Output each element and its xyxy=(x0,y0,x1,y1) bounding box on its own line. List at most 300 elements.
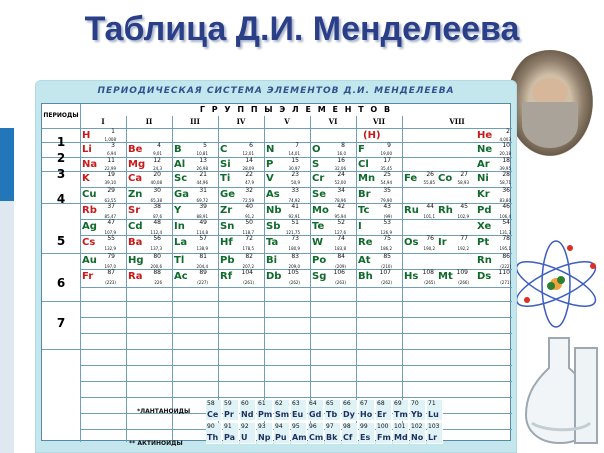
atomic-mass: 65,38 xyxy=(150,198,162,203)
element-rh[interactable] xyxy=(436,203,470,219)
atomic-mass: 190,2 xyxy=(423,246,435,251)
atomic-mass: 92,91 xyxy=(288,214,300,219)
element-cr[interactable] xyxy=(310,171,347,185)
element-symbol: Mt xyxy=(438,271,453,282)
lanthanoid-number: 69 xyxy=(394,400,402,407)
lanthanoid-symbol: Ce xyxy=(207,410,219,419)
actinoids-element[interactable] xyxy=(206,423,222,444)
element-xe[interactable] xyxy=(475,219,512,235)
atomic-mass: (210) xyxy=(381,264,392,269)
element-rf[interactable] xyxy=(218,269,255,285)
atomic-number: 14 xyxy=(245,157,253,164)
element-rb[interactable] xyxy=(80,203,117,219)
periods-header: ПЕРИОДЫ xyxy=(43,112,79,119)
element-symbol: At xyxy=(358,255,371,266)
lanthanoid-symbol: Gd xyxy=(309,410,322,419)
atomic-mass: (271) xyxy=(500,280,511,285)
element-ir[interactable] xyxy=(436,235,470,251)
element-la[interactable] xyxy=(172,235,209,251)
atomic-number: 29 xyxy=(107,187,115,194)
actinoids-label: ** АКТИНОИДЫ xyxy=(129,440,183,447)
element-ne[interactable] xyxy=(475,142,512,156)
atomic-mass: 114,8 xyxy=(196,230,208,235)
element-al[interactable] xyxy=(172,157,209,171)
atomic-number: 4 xyxy=(157,142,161,149)
element-pb[interactable] xyxy=(218,253,255,269)
lanthanoid-number: 102 xyxy=(411,423,423,430)
element-symbol: Pd xyxy=(477,205,492,216)
element-fe[interactable] xyxy=(402,171,436,185)
atomic-mass: (263) xyxy=(335,280,346,285)
lanthanoid-number: 66 xyxy=(343,400,351,407)
element-symbol: Ne xyxy=(477,144,493,155)
lanthanoid-symbol: Np xyxy=(258,433,271,442)
element-symbol: Li xyxy=(82,144,92,155)
lanthanoid-number: 65 xyxy=(326,400,334,407)
atomic-number: 27 xyxy=(460,171,468,178)
left-light-band xyxy=(0,201,14,453)
element-symbol: Rn xyxy=(477,255,492,266)
actinoids-element[interactable] xyxy=(325,423,341,444)
element-pt[interactable] xyxy=(475,235,512,251)
actinoids-element[interactable] xyxy=(342,423,358,444)
element-symbol: Mg xyxy=(128,159,146,170)
lanthanoid-symbol: Ho xyxy=(360,410,373,419)
period-6: 6 xyxy=(56,276,66,290)
atomic-mass: (209) xyxy=(335,264,346,269)
atomic-mass: (222) xyxy=(500,264,511,269)
element-symbol: Zn xyxy=(128,189,143,200)
element-nb[interactable] xyxy=(264,203,301,219)
element-symbol: Co xyxy=(438,173,453,184)
lanthanoid-number: 70 xyxy=(411,400,419,407)
element-sr[interactable] xyxy=(126,203,163,219)
element-symbol: Rf xyxy=(220,271,233,282)
atomic-mass: 22,99 xyxy=(104,166,116,171)
atomic-mass: 183,8 xyxy=(334,246,346,251)
row-divider-15 xyxy=(80,365,512,366)
atomic-mass: 138,9 xyxy=(196,246,208,251)
atomic-mass: 137,3 xyxy=(150,246,162,251)
atomic-number: 106 xyxy=(333,269,345,276)
atomic-number: 40 xyxy=(245,203,253,210)
actinoids-element[interactable] xyxy=(376,423,392,444)
element-symbol: C xyxy=(220,144,228,155)
element-ag[interactable] xyxy=(80,219,117,235)
element-cu[interactable] xyxy=(80,187,117,203)
atomic-number: 47 xyxy=(107,219,115,226)
element-fr[interactable] xyxy=(80,269,117,285)
element-symbol: H xyxy=(82,130,91,141)
element-mg[interactable] xyxy=(126,157,163,171)
atomic-number: 73 xyxy=(291,235,299,242)
group-5: V xyxy=(284,117,290,126)
atomic-mass: (261) xyxy=(243,280,254,285)
lanthanoids-element[interactable] xyxy=(223,400,239,421)
actinoids-element[interactable] xyxy=(308,423,324,444)
element-symbol: Tl xyxy=(174,255,185,266)
atomic-mass: 1,008 xyxy=(104,137,116,142)
element-na[interactable] xyxy=(80,157,117,171)
actinoids-element[interactable] xyxy=(427,423,443,444)
atomic-number: 10 xyxy=(502,142,510,149)
element-y[interactable] xyxy=(172,203,209,219)
element-symbol: Cd xyxy=(128,221,143,232)
group-7: VII xyxy=(373,117,385,126)
atomic-mass: 85,47 xyxy=(104,214,116,219)
element-symbol: Re xyxy=(358,237,373,248)
element-pd[interactable] xyxy=(475,203,512,219)
lanthanoid-symbol: Am xyxy=(292,433,307,442)
element-hs[interactable] xyxy=(402,269,436,285)
atomic-mass: 39,95 xyxy=(499,166,511,171)
atomic-number: 78 xyxy=(502,235,510,242)
element-ar[interactable] xyxy=(475,157,512,171)
atomic-number: 110 xyxy=(498,269,510,276)
lanthanoid-symbol: Cm xyxy=(309,433,324,442)
element-symbol: Hg xyxy=(128,255,144,266)
atomic-mass: 83,80 xyxy=(499,198,511,203)
element-sb[interactable] xyxy=(264,219,301,235)
atomic-mass: 121,75 xyxy=(286,230,300,235)
atomic-number: 20 xyxy=(153,171,161,178)
element-s[interactable] xyxy=(310,157,347,171)
element-tc[interactable] xyxy=(356,203,393,219)
lanthanoid-symbol: Fm xyxy=(377,433,391,442)
element-w[interactable] xyxy=(310,235,347,251)
lanthanoids-element[interactable] xyxy=(308,400,324,421)
atomic-number: 28 xyxy=(502,171,510,178)
element-n[interactable] xyxy=(264,142,301,156)
element-symbol: Db xyxy=(266,271,282,282)
atomic-number: 9 xyxy=(387,142,391,149)
lanthanoids-element[interactable] xyxy=(325,400,341,421)
element-symbol: Ge xyxy=(220,189,235,200)
atomic-number: 76 xyxy=(426,235,434,242)
element-symbol: Se xyxy=(312,189,326,200)
row-divider-12 xyxy=(80,317,512,318)
atomic-mass: 200,6 xyxy=(150,264,162,269)
atomic-number: 54 xyxy=(502,219,510,226)
atomic-mass: 14,01 xyxy=(288,151,300,156)
element-cs[interactable] xyxy=(80,235,117,251)
atomic-number: 43 xyxy=(383,203,391,210)
atomic-number: 57 xyxy=(199,235,207,242)
element-he[interactable] xyxy=(475,128,512,142)
element-i[interactable] xyxy=(356,219,393,235)
element-ba[interactable] xyxy=(126,235,163,251)
atomic-number: 52 xyxy=(337,219,345,226)
atomic-mass: 95,94 xyxy=(334,214,346,219)
atomic-number: 80 xyxy=(153,253,161,260)
element-symbol: (H) xyxy=(363,130,381,141)
element-symbol: As xyxy=(266,189,280,200)
actinoids-element[interactable] xyxy=(393,423,409,444)
element-zr[interactable] xyxy=(218,203,255,219)
atomic-number: 39 xyxy=(199,203,207,210)
element-k[interactable] xyxy=(80,171,117,185)
lanthanoid-number: 98 xyxy=(343,423,351,430)
atomic-number: 42 xyxy=(337,203,345,210)
element-v[interactable] xyxy=(264,171,301,185)
lanthanoid-number: 58 xyxy=(207,400,215,407)
element-be[interactable] xyxy=(126,142,163,156)
lanthanoids-element[interactable] xyxy=(257,400,273,421)
row-divider-10 xyxy=(80,287,512,288)
element-bi[interactable] xyxy=(264,253,301,269)
element-symbol: Bh xyxy=(358,271,373,282)
lanthanoid-number: 59 xyxy=(224,400,232,407)
element-symbol: Be xyxy=(128,144,143,155)
atomic-number: 109 xyxy=(456,269,468,276)
element-p[interactable] xyxy=(264,157,301,171)
atomic-mass: 101,1 xyxy=(423,214,435,219)
element-ga[interactable] xyxy=(172,187,209,203)
element-symbol: Nb xyxy=(266,205,282,216)
atomic-mass: (262) xyxy=(289,280,300,285)
lanthanoid-symbol: U xyxy=(241,433,248,442)
atomic-number: 45 xyxy=(460,203,468,210)
atomic-number: 5 xyxy=(203,142,207,149)
atomic-number: 44 xyxy=(426,203,434,210)
actinoids-element[interactable] xyxy=(291,423,307,444)
atomic-mass: 126,9 xyxy=(380,230,392,235)
atomic-number: 3 xyxy=(111,142,115,149)
element-symbol: W xyxy=(312,237,324,248)
atomic-number: 56 xyxy=(153,235,161,242)
lanthanoid-number: 94 xyxy=(275,423,283,430)
lanthanoid-symbol: Cf xyxy=(343,433,353,442)
atomic-mass: 35,45 xyxy=(380,166,392,171)
atomic-mass: 197,0 xyxy=(104,264,116,269)
element-zn[interactable] xyxy=(126,187,163,203)
atomic-number: 89 xyxy=(199,269,207,276)
element-bh[interactable] xyxy=(356,269,393,285)
element-hg[interactable] xyxy=(126,253,163,269)
atomic-mass: 131,3 xyxy=(499,230,511,235)
element-symbol: K xyxy=(82,173,90,184)
lab-glassware-icon xyxy=(520,333,604,448)
element-symbol: Cl xyxy=(358,159,369,170)
element-symbol: In xyxy=(174,221,185,232)
element-ds[interactable] xyxy=(475,269,512,285)
lanthanoids-element[interactable] xyxy=(359,400,375,421)
atomic-mass: 127,6 xyxy=(334,230,346,235)
lanthanoids-element[interactable] xyxy=(342,400,358,421)
element-symbol: He xyxy=(477,130,493,141)
group-1: I xyxy=(101,117,105,126)
element-symbol: Rb xyxy=(82,205,97,216)
atomic-number: 53 xyxy=(383,219,391,226)
element-ca[interactable] xyxy=(126,171,163,185)
element-si[interactable] xyxy=(218,157,255,171)
atomic-number: 26 xyxy=(426,171,434,178)
atomic-number: 17 xyxy=(383,157,391,164)
period-1: 1 xyxy=(56,135,66,149)
atomic-mass: 52,00 xyxy=(334,180,346,185)
atomic-mass: 54,94 xyxy=(380,180,392,185)
atomic-mass: 24,3 xyxy=(153,166,162,171)
atomic-number: 75 xyxy=(383,235,391,242)
element-db[interactable] xyxy=(264,269,301,285)
element-sc[interactable] xyxy=(172,171,209,185)
element-ni[interactable] xyxy=(475,171,512,185)
element-in[interactable] xyxy=(172,219,209,235)
lanthanoids-element[interactable] xyxy=(291,400,307,421)
lanthanoids-element[interactable] xyxy=(206,400,222,421)
atomic-number: 19 xyxy=(107,171,115,178)
lanthanoid-symbol: No xyxy=(411,433,424,442)
element-symbol: Zr xyxy=(220,205,233,216)
atomic-mass: 102,9 xyxy=(457,214,469,219)
atomic-mass: 4,003 xyxy=(499,137,511,142)
element-symbol: Rh xyxy=(438,205,453,216)
lanthanoid-number: 67 xyxy=(360,400,368,407)
atomic-mass: (262) xyxy=(381,280,392,285)
element-os[interactable] xyxy=(402,235,436,251)
element-ta[interactable] xyxy=(264,235,301,251)
element-rn[interactable] xyxy=(475,253,512,269)
element-symbol: Mo xyxy=(312,205,329,216)
lanthanoid-symbol: Pm xyxy=(258,410,273,419)
atomic-number: 41 xyxy=(291,203,299,210)
atomic-number: 82 xyxy=(245,253,253,260)
atomic-mass: 63,55 xyxy=(104,198,116,203)
lanthanoid-number: 91 xyxy=(224,423,232,430)
element-cd[interactable] xyxy=(126,219,163,235)
actinoids-element[interactable] xyxy=(240,423,256,444)
element-symbol: Bi xyxy=(266,255,278,266)
element-re[interactable] xyxy=(356,235,393,251)
element-b[interactable] xyxy=(172,142,209,156)
atomic-number: 12 xyxy=(153,157,161,164)
element-li[interactable] xyxy=(80,142,117,156)
atomic-mass: 44,96 xyxy=(196,180,208,185)
element-sn[interactable] xyxy=(218,219,255,235)
element-h[interactable] xyxy=(80,128,117,142)
element-ra[interactable] xyxy=(126,269,163,285)
atomic-mass: 87,6 xyxy=(153,214,162,219)
element-c[interactable] xyxy=(218,142,255,156)
lanthanoid-number: 64 xyxy=(309,400,317,407)
lanthanoid-number: 90 xyxy=(207,423,215,430)
atomic-number: 13 xyxy=(199,157,207,164)
group-2: II xyxy=(145,117,153,126)
element-at[interactable] xyxy=(356,253,393,269)
element-po[interactable] xyxy=(310,253,347,269)
element-co[interactable] xyxy=(436,171,470,185)
element-se[interactable] xyxy=(310,187,347,203)
element-mt[interactable] xyxy=(436,269,470,285)
element-au[interactable] xyxy=(80,253,117,269)
element-ac[interactable] xyxy=(172,269,209,285)
element-tl[interactable] xyxy=(172,253,209,269)
atomic-mass: 226 xyxy=(154,280,162,285)
lanthanoids-element[interactable] xyxy=(376,400,392,421)
element-mn[interactable] xyxy=(356,171,393,185)
atomic-number: 51 xyxy=(291,219,299,226)
element-mo[interactable] xyxy=(310,203,347,219)
lanthanoid-number: 99 xyxy=(360,423,368,430)
actinoids-element[interactable] xyxy=(410,423,426,444)
atomic-number: 36 xyxy=(502,187,510,194)
lanthanoid-symbol: Dy xyxy=(343,410,355,419)
group-6: VI xyxy=(328,117,338,126)
element-cl[interactable] xyxy=(356,157,393,171)
actinoids-element[interactable] xyxy=(223,423,239,444)
element-sg[interactable] xyxy=(310,269,347,285)
element-ti[interactable] xyxy=(218,171,255,185)
period-line-5 xyxy=(42,253,80,254)
element-symbol: Ti xyxy=(220,173,231,184)
element-symbol: Ru xyxy=(404,205,419,216)
atomic-mass: 40,08 xyxy=(150,180,162,185)
element-ge[interactable] xyxy=(218,187,255,203)
actinoids-element[interactable] xyxy=(359,423,375,444)
atomic-number: 35 xyxy=(383,187,391,194)
element-symbol: Sr xyxy=(128,205,141,216)
atomic-number: 79 xyxy=(107,253,115,260)
atomic-mass: (227) xyxy=(197,280,208,285)
atomic-mass: 19,00 xyxy=(380,151,392,156)
atomic-number: 11 xyxy=(107,157,115,164)
element-f[interactable] xyxy=(356,142,393,156)
lanthanoid-symbol: Tm xyxy=(394,410,408,419)
atomic-mass: 192,2 xyxy=(457,246,469,251)
element-symbol: Cr xyxy=(312,173,325,184)
row-divider-16 xyxy=(80,381,512,382)
row-divider-17 xyxy=(80,397,512,398)
page-title: Таблица Д.И. Менделеева xyxy=(84,10,520,48)
atomic-mass: 16,0 xyxy=(337,151,346,156)
lanthanoid-symbol: Md xyxy=(394,433,408,442)
lanthanoids-element[interactable] xyxy=(410,400,426,421)
element-hf[interactable] xyxy=(218,235,255,251)
atomic-mass: 118,7 xyxy=(242,230,254,235)
period-4: 4 xyxy=(56,192,66,206)
atomic-number: 15 xyxy=(291,157,299,164)
element-br[interactable] xyxy=(356,187,393,203)
element-symbol: V xyxy=(266,173,274,184)
element-as[interactable] xyxy=(264,187,301,203)
element-symbol: Ba xyxy=(128,237,143,248)
element-symbol: Fr xyxy=(82,271,94,282)
element-o[interactable] xyxy=(310,142,347,156)
lanthanoid-number: 60 xyxy=(241,400,249,407)
row-divider-14 xyxy=(80,349,512,350)
element-kr[interactable] xyxy=(475,187,512,203)
lanthanoids-element[interactable] xyxy=(427,400,443,421)
lanthanoids-element[interactable] xyxy=(240,400,256,421)
element-symbol: Hf xyxy=(220,237,233,248)
lanthanoids-element[interactable] xyxy=(274,400,290,421)
actinoids-element[interactable] xyxy=(274,423,290,444)
actinoids-element[interactable] xyxy=(257,423,273,444)
element-te[interactable] xyxy=(310,219,347,235)
lanthanoids-element[interactable] xyxy=(393,400,409,421)
atomic-mass: 9,01 xyxy=(153,151,162,156)
atomic-mass: 50,9 xyxy=(291,180,300,185)
element-symbol: Sb xyxy=(266,221,281,232)
lanthanoid-number: 68 xyxy=(377,400,385,407)
atomic-number: 50 xyxy=(245,219,253,226)
periodic-table-panel xyxy=(35,80,517,453)
element-symbol: Au xyxy=(82,255,97,266)
element-ru[interactable] xyxy=(402,203,436,219)
element-symbol: Te xyxy=(312,221,325,232)
element-h2[interactable] xyxy=(356,128,393,142)
atomic-mass: 107,9 xyxy=(104,230,116,235)
